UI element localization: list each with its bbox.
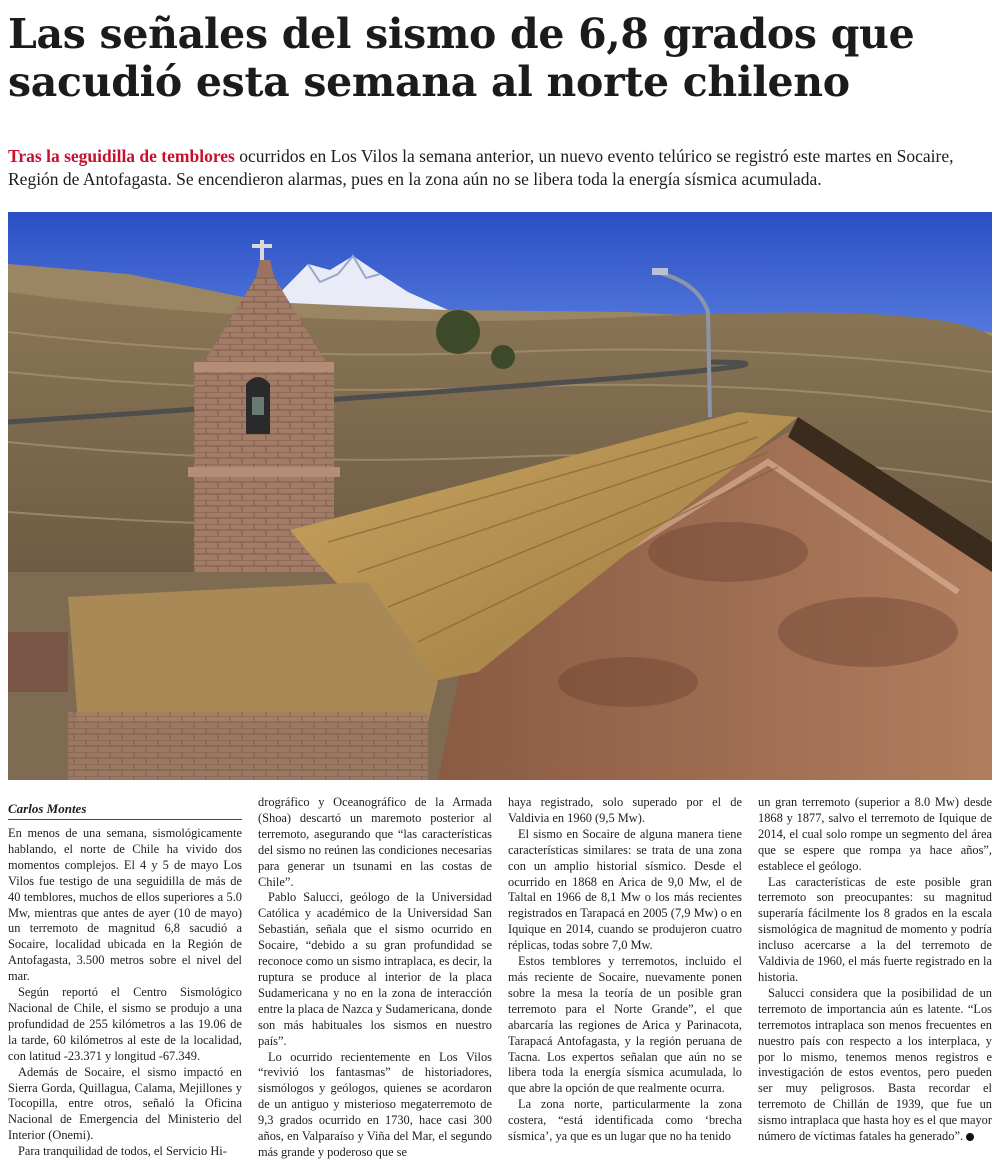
byline-rule	[8, 798, 242, 820]
paragraph: Según reportó el Centro Sismológico Nacional de Chile, el sismo se produjo a una profundidad de 255 kilómetros a las 19.06 de la tarde, 60 kilómetros al este de la localidad, con latitud -23.371 y longitud -67.349.	[8, 985, 242, 1063]
end-mark-icon	[966, 1133, 974, 1141]
lead-paragraph	[8, 145, 992, 191]
paragraph: Las características de este posible gran terremoto son preocupantes: su magnitud superaría fácilmente los 8 grados en la escala sismológica de magnitud de momento y podría incluso acercarse a la del terremoto de Valdivia de 1960, el más fuerte registrado en la historia.	[758, 874, 992, 984]
paragraph: un gran terremoto (superior a 8.0 Mw) desde 1868 y 1877, salvo el terremoto de Iquique de 2014, el cual solo rompe un segmento del área que se espere que rompa ya hace años”, establece el geólogo.	[758, 795, 992, 873]
paragraph: Pablo Salucci, geólogo de la Universidad Católica y académico de la Universidad San Sebastián, señala que el sismo ocurrido en Socaire, “debido a su gran profundidad se reconoce como un sismo intraplaca, es decir, la ruptura se produce al interior de la placa Sudamericana y no en la zona de interacción entre la placa de Nazca y Sudamericana, donde son más habituales los sismos en nuestro país”.	[258, 890, 492, 1048]
paragraph: haya registrado, solo superado por el de Valdivia en 1960 (9,5 Mw).	[508, 795, 742, 825]
byline: Carlos Montes	[8, 801, 87, 816]
column-3	[508, 795, 742, 1145]
church-photo	[8, 212, 992, 780]
paragraph: El sismo en Socaire de alguna manera tiene características similares: se trata de una zona con un amplio historial sísmico. Desde el ocurrido en 1868 en Arica de 9,0 Mw, el de Taltal en 1966 de 8,1 Mw o los más recientes registrados en Tarapacá en 2005 (7,9 Mw) o en Iquique en 2014, cuando se produjeron cuatro réplicas, todas sobre 7,0 Mw.	[508, 826, 742, 953]
paragraph: En menos de una semana, sismológicamente hablando, el norte de Chile ha vivido dos momentos complejos. El 4 y 5 de mayo Los Vilos fue testigo de una seguidilla de más de 40 temblores, muchos de ellos superiores a 5.0 Mw, mientras que antes de ayer (10 de mayo) un terremoto de magnitud 6,8 sacudió a Socaire, localidad ubicada en la Región de Antofagasta, 3.500 metros sobre el nivel del mar.	[8, 826, 242, 984]
paragraph: Además de Socaire, el sismo impactó en Sierra Gorda, Quillagua, Calama, Mejillones y Tocopilla, entre otros, señaló la Oficina Nacional de Emergencia del Ministerio del Interior (Onemi).	[8, 1064, 242, 1143]
column-2	[258, 795, 492, 1161]
paragraph: drográfico y Oceanográfico de la Armada (Shoa) descartó un maremoto posterior al terremoto, asegurando que “las características del sismo no reúnen las condiciones necesarias para generar un tsunami en las costas de Chile”.	[258, 795, 492, 889]
paragraph: Para tranquilidad de todos, el Servicio Hi-	[18, 1144, 227, 1159]
lead-text: ocurridos en Los Vilos la semana anterior, un nuevo evento telúrico se registró este martes en Socaire, Región de Antofagasta. Se encendieron alarmas, pues en la zona aún no se libera toda la energía sísmica acumulada.	[8, 146, 954, 189]
paragraph: Estos temblores y terremotos, incluido el más reciente de Socaire, nuevamente ponen sobre la mesa la teoría de un posible gran terremoto para el Norte Grande”, el que abarcaría las regiones de Arica y Parinacota, Tarapacá Antofagasta, y la región peruana de Tacna. Los expertos señalan que aún no se libera toda la energía sísmica acumulada, lo que abre la opción de que realmente ocurra.	[508, 954, 742, 1096]
paragraph: Lo ocurrido recientemente en Los Vilos “revivió los fantasmas” de historiadores, sismólogos y geólogos, quienes se acordaron de un antiguo y misterioso megaterremoto de 9,3 grados ocurrido en 1730, hace casi 300 años, en Valparaíso y Viña del Mar, el segundo más grande y poderoso que se	[258, 1049, 492, 1159]
paragraph: Salucci considera que la posibilidad de un terremoto de importancia aún es latente. “Los terremotos intraplaca son menos frecuentes en nuestro país con respecto a los interplaca, y por lo mismo, tenemos menos registros e investigación de estos eventos, pero pueden ser muy peligrosos. Basta recordar el terremoto de Chillán de 1939, que fue un sismo intraplaca que hasta hoy es el que mayor número de víctimas fatales ha generado”.	[758, 985, 992, 1144]
column-1	[8, 826, 242, 1160]
column-4	[758, 795, 992, 1145]
lead-kicker: Tras la seguidilla de temblores	[8, 146, 235, 166]
paragraph: La zona norte, particularmente la zona costera, “está identificada como ‘brecha sísmica’, ya que es un lugar que no ha tenido	[508, 1097, 742, 1144]
headline: Las señales del sismo de 6,8 grados que sacudió esta semana al norte chileno	[8, 10, 915, 106]
